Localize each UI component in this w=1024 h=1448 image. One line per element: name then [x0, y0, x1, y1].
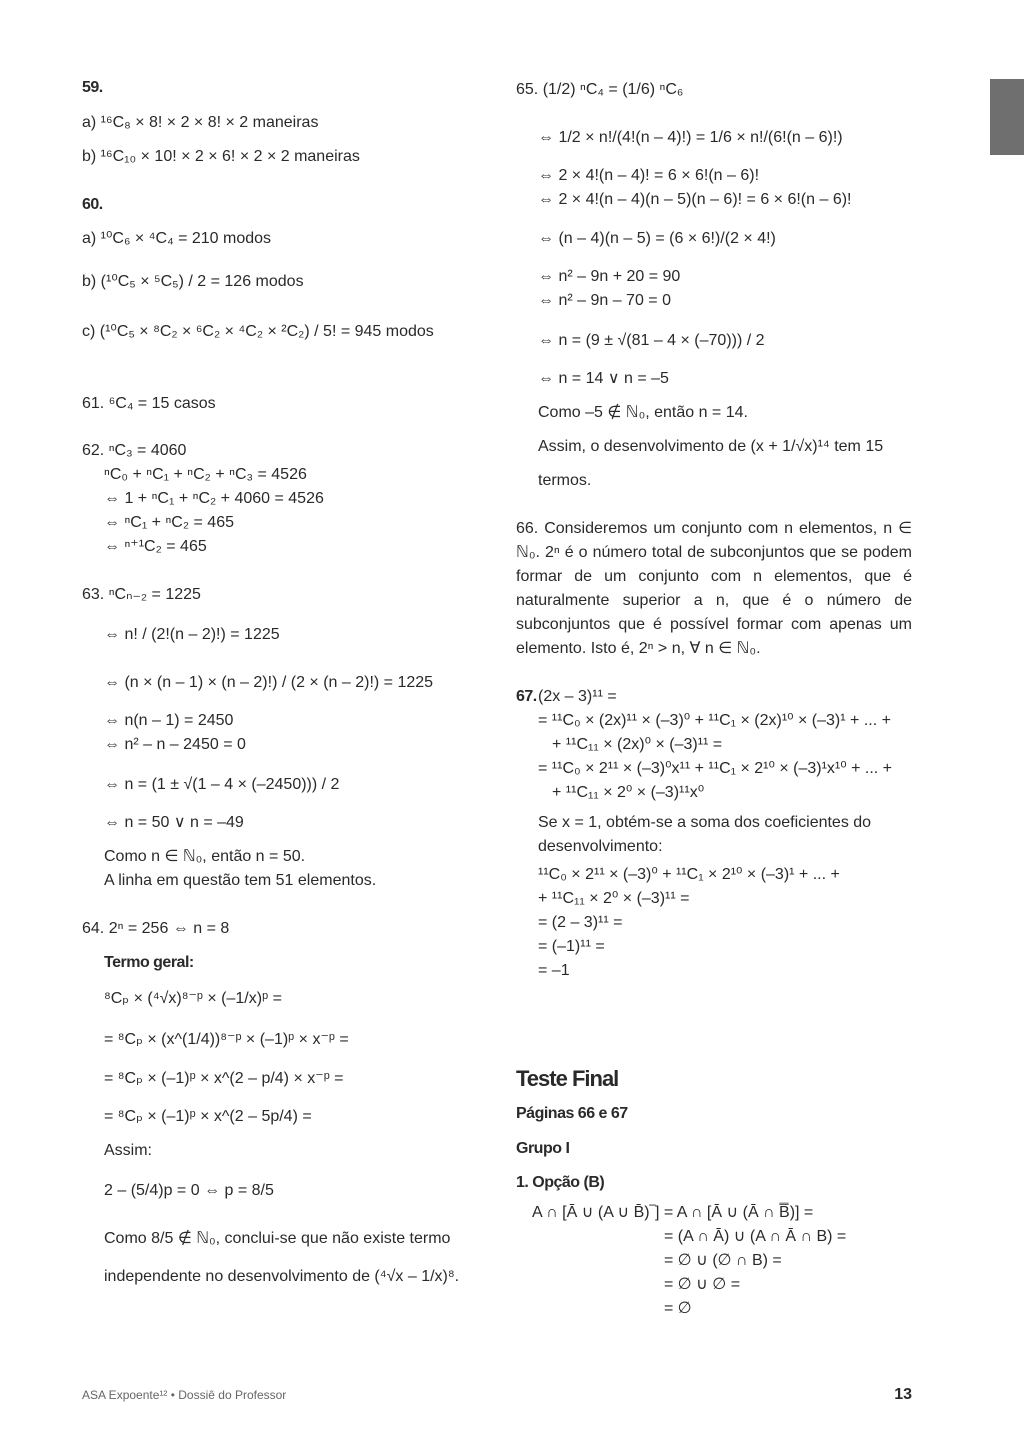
- left-line: ⁸Cₚ × (⁴√x)⁸⁻ᵖ × (–1/x)ᵖ =: [104, 990, 282, 1007]
- left-line: 60.: [82, 196, 103, 213]
- right-line: ⇔ 2 × 4!(n – 4)! = 6 × 6!(n – 6)!: [538, 167, 760, 184]
- left-line: Como 8/5 ∉ ℕ₀, conclui-se que não existe termo: [104, 1230, 451, 1247]
- right-line: + ¹¹C₁₁ × 2⁰ × (–3)¹¹x⁰: [552, 784, 705, 801]
- right-line: ⇔ n = 14 ∨ n = –5: [538, 370, 669, 387]
- right-line: ⇔ 1/2 × n!/(4!(n – 4)!) = 1/6 × n!/(6!(n – 6)!): [538, 129, 843, 146]
- left-line: independente no desenvolvimento de (⁴√x – 1/x)⁸.: [104, 1268, 460, 1285]
- left-line: 64. 2ⁿ = 256 ⇔ n = 8: [82, 920, 230, 937]
- left-line: c) (¹⁰C₅ × ⁸C₂ × ⁶C₂ × ⁴C₂ × ²C₂) / 5! = 945 modos: [82, 323, 434, 340]
- left-line: ⇔ n! / (2!(n – 2)!) = 1225: [104, 626, 280, 643]
- right-line: = ∅ ∪ (∅ ∩ B) =: [664, 1252, 782, 1269]
- left-line: ⇔ ⁿ⁺¹C₂ = 465: [104, 538, 207, 555]
- exercise-66-text: 66. Consideremos um conjunto com n elementos, n ∈ ℕ₀. 2ⁿ é o número total de subconjuntos que se podem formar de um conjunto com n elementos, que é naturalmente superior a n, que é o número de subconjuntos que é possível formar com apenas um elemento. Isto é, 2ⁿ > n, ∀ n ∈ ℕ₀.: [516, 520, 912, 657]
- right-line: = (2 – 3)¹¹ =: [538, 914, 623, 931]
- left-line: ⇔ n² – n – 2450 = 0: [104, 736, 246, 753]
- option-heading: 1. Opção (B): [516, 1174, 605, 1191]
- right-line: termos.: [538, 472, 592, 489]
- right-line: = ¹¹C₀ × 2¹¹ × (–3)⁰x¹¹ + ¹¹C₁ × 2¹⁰ × (–3)¹x¹⁰ + ... +: [538, 760, 893, 777]
- left-line: 59.: [82, 79, 103, 96]
- pages-subtitle: Páginas 66 e 67: [516, 1105, 628, 1122]
- left-line: a) ¹⁶C₈ × 8! × 2 × 8! × 2 maneiras: [82, 114, 319, 131]
- left-line: = ⁸Cₚ × (–1)ᵖ × x^(2 – p/4) × x⁻ᵖ =: [104, 1070, 344, 1087]
- footer-brand: ASA Expoente¹² • Dossiê do Professor: [82, 1388, 287, 1402]
- left-line: b) ¹⁶C₁₀ × 10! × 2 × 6! × 2 × 2 maneiras: [82, 148, 360, 165]
- left-line: ⇔ (n × (n – 1) × (n – 2)!) / (2 × (n – 2)!) = 1225: [104, 674, 434, 691]
- right-line: = ∅ ∪ ∅ =: [664, 1276, 741, 1293]
- left-line: Termo geral:: [104, 954, 194, 971]
- left-line: 2 – (5/4)p = 0 ⇔ p = 8/5: [104, 1182, 274, 1199]
- left-line: Assim:: [104, 1142, 152, 1159]
- right-line: ⇔ n = (9 ± √(81 – 4 × (–70))) / 2: [538, 332, 765, 349]
- right-line: 65. (1/2) ⁿC₄ = (1/6) ⁿC₆: [516, 81, 684, 98]
- left-line: Como n ∈ ℕ₀, então n = 50.: [104, 848, 306, 865]
- right-line: ⇔ n² – 9n + 20 = 90: [538, 268, 681, 285]
- left-line: ⇔ 1 + ⁿC₁ + ⁿC₂ + 4060 = 4526: [104, 490, 324, 507]
- left-line: ⇔ n(n – 1) = 2450: [104, 712, 234, 729]
- right-line: ⇔ (n – 4)(n – 5) = (6 × 6!)/(2 × 4!): [538, 230, 776, 247]
- page-number: 13: [894, 1386, 912, 1403]
- right-line: = –1: [538, 962, 570, 979]
- right-line: Assim, o desenvolvimento de (x + 1/√x)¹⁴ tem 15: [538, 438, 884, 455]
- chapter-tab: [990, 79, 1024, 155]
- right-line: = ∅: [664, 1300, 692, 1317]
- right-line: ¹¹C₀ × 2¹¹ × (–3)⁰ + ¹¹C₁ × 2¹⁰ × (–3)¹ + ... +: [538, 866, 840, 883]
- left-line: ⇔ ⁿC₁ + ⁿC₂ = 465: [104, 514, 234, 531]
- left-line: b) (¹⁰C₅ × ⁵C₅) / 2 = 126 modos: [82, 273, 304, 290]
- right-line: ⇔ n² – 9n – 70 = 0: [538, 292, 671, 309]
- group-heading: Grupo I: [516, 1140, 570, 1157]
- right-line: A ∩ [Ā ∪ (A ∪ B̄)‾] = A ∩ [Ā ∪ (Ā ∩ B̿)] =: [532, 1204, 814, 1221]
- left-line: 61. ⁶C₄ = 15 casos: [82, 395, 216, 412]
- right-line: = (–1)¹¹ =: [538, 938, 605, 955]
- right-line: = ¹¹C₀ × (2x)¹¹ × (–3)⁰ + ¹¹C₁ × (2x)¹⁰ × (–3)¹ + ... +: [538, 712, 891, 729]
- right-line: = (A ∩ Ā) ∪ (A ∩ Ā ∩ B) =: [664, 1228, 847, 1245]
- exercise-67-label: 67.: [516, 688, 537, 705]
- left-line: = ⁸Cₚ × (–1)ᵖ × x^(2 – 5p/4) =: [104, 1108, 312, 1125]
- right-line: Se x = 1, obtém-se a soma dos coeficientes do: [538, 814, 872, 831]
- right-line: + ¹¹C₁₁ × 2⁰ × (–3)¹¹ =: [538, 890, 690, 907]
- left-line: a) ¹⁰C₆ × ⁴C₄ = 210 modos: [82, 230, 272, 247]
- left-line: ⇔ n = 50 ∨ n = –49: [104, 814, 244, 831]
- section-title: Teste Final: [516, 1066, 619, 1091]
- left-line: 63. ⁿCₙ₋₂ = 1225: [82, 586, 201, 603]
- right-line: desenvolvimento:: [538, 838, 663, 855]
- left-line: A linha em questão tem 51 elementos.: [104, 872, 377, 889]
- left-line: = ⁸Cₚ × (x^(1/4))⁸⁻ᵖ × (–1)ᵖ × x⁻ᵖ =: [104, 1031, 349, 1048]
- left-line: ⁿC₀ + ⁿC₁ + ⁿC₂ + ⁿC₃ = 4526: [104, 466, 307, 483]
- right-line: ⇔ 2 × 4!(n – 4)(n – 5)(n – 6)! = 6 × 6!(n – 6)!: [538, 191, 852, 208]
- left-line: ⇔ n = (1 ± √(1 – 4 × (–2450))) / 2: [104, 776, 340, 793]
- right-line: Como –5 ∉ ℕ₀, então n = 14.: [538, 404, 748, 421]
- left-line: 62. ⁿC₃ = 4060: [82, 442, 187, 459]
- right-line: (2x – 3)¹¹ =: [538, 688, 617, 705]
- right-line: + ¹¹C₁₁ × (2x)⁰ × (–3)¹¹ =: [552, 736, 723, 753]
